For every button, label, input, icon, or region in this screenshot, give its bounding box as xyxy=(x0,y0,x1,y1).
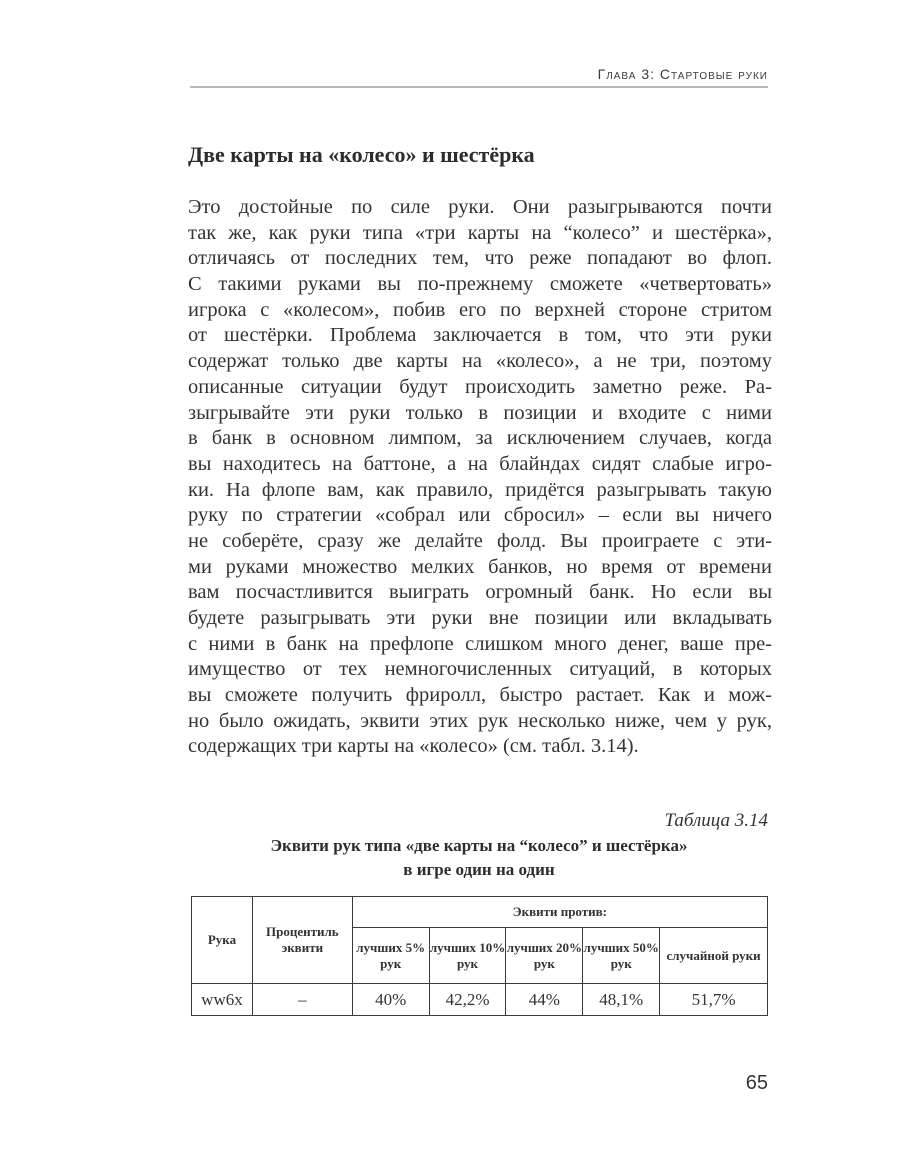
table-title-line: Эквити рук типа «две карты на “колесо” и шестёрка» xyxy=(270,836,688,855)
table-title-line: в игре один на один xyxy=(403,860,555,879)
text-line: в банк в основном лимпом, за исключением случаев, когда xyxy=(188,427,772,450)
header-top10: лучших 10% рук xyxy=(429,928,506,984)
text-line: ки. На флопе вам, как правило, придётся разыгрывать такую xyxy=(188,478,772,501)
cell-random: 51,7% xyxy=(660,984,768,1016)
text-line: отличаясь от последних тем, что реже попадают во флоп. xyxy=(188,247,772,270)
body-paragraph xyxy=(188,195,772,760)
header-percentile: Процентиль эквити xyxy=(252,897,352,984)
page-number: 65 xyxy=(745,1072,768,1094)
text-line: вы сможете получить фриролл, быстро растает. Как и мож- xyxy=(188,684,772,707)
text-line: но было ожидать, эквити этих рук несколько ниже, чем у рук, xyxy=(188,709,772,732)
text-line: Это достойные по силе руки. Они разыгрываются почти xyxy=(188,196,772,218)
text-line: так же, как руки типа «три карты на “колесо” и шестёрка», xyxy=(188,221,772,244)
cell-hand: ww6x xyxy=(192,984,253,1016)
text-line: вам посчастливится выиграть огромный банк. Но если вы xyxy=(188,581,772,604)
cell-top50: 48,1% xyxy=(583,984,660,1016)
equity-table xyxy=(191,896,768,1016)
text-line: будете разыгрывать эти руки вне позиции или вкладывать xyxy=(188,607,772,629)
section-title: Две карты на «колесо» и шестёрка xyxy=(188,142,535,167)
text-line: игрока с «колесом», побив его по верхней стороне стритом xyxy=(188,298,772,321)
text-line: содержат только две карты на «колесо», а не три, поэтому xyxy=(188,350,772,373)
header-rule xyxy=(190,86,768,88)
text-line: ми руками множество мелких банков, но время от времени xyxy=(188,555,772,578)
text-line: имущество от тех немногочисленных ситуаций, в которых xyxy=(188,658,772,681)
cell-top10: 42,2% xyxy=(429,984,506,1016)
text-line: вы находитесь на баттоне, а на блайндах сидят слабые игро- xyxy=(188,452,772,475)
header-top20: лучших 20% рук xyxy=(506,928,583,984)
cell-percentile: – xyxy=(252,984,352,1016)
header-random: случайной руки xyxy=(660,928,768,984)
table-number: Таблица 3.14 xyxy=(664,810,768,831)
text-line: С такими руками вы по-прежнему сможете «четвертовать» xyxy=(188,273,772,296)
header-top5: лучших 5% рук xyxy=(352,928,429,984)
running-head: Глава 3: Стартовые руки xyxy=(597,66,768,82)
text-line: от шестёрки. Проблема заключается в том, что эти руки xyxy=(188,324,772,347)
text-line: не соберёте, сразу же делайте фолд. Вы проиграете с эти- xyxy=(188,529,772,552)
text-line: зыгрывайте эти руки только в позиции и входите с ними xyxy=(188,401,772,424)
table-header-row xyxy=(192,897,768,928)
table-row xyxy=(192,984,768,1016)
table-title xyxy=(190,834,768,882)
text-line: с ними в банк на префлопе слишком много денег, ваше пре- xyxy=(188,632,772,655)
header-top50: лучших 50% рук xyxy=(583,928,660,984)
cell-top20: 44% xyxy=(506,984,583,1016)
text-line: руку по стратегии «собрал или сбросил» – если вы ничего xyxy=(188,504,772,527)
text-line: описанные ситуации будут происходить заметно реже. Ра- xyxy=(188,375,772,398)
cell-top5: 40% xyxy=(352,984,429,1016)
text-line: содержащих три карты на «колесо» (см. табл. 3.14). xyxy=(188,735,639,758)
header-equity-vs: Эквити против: xyxy=(352,897,767,928)
header-hand: Рука xyxy=(192,897,253,984)
